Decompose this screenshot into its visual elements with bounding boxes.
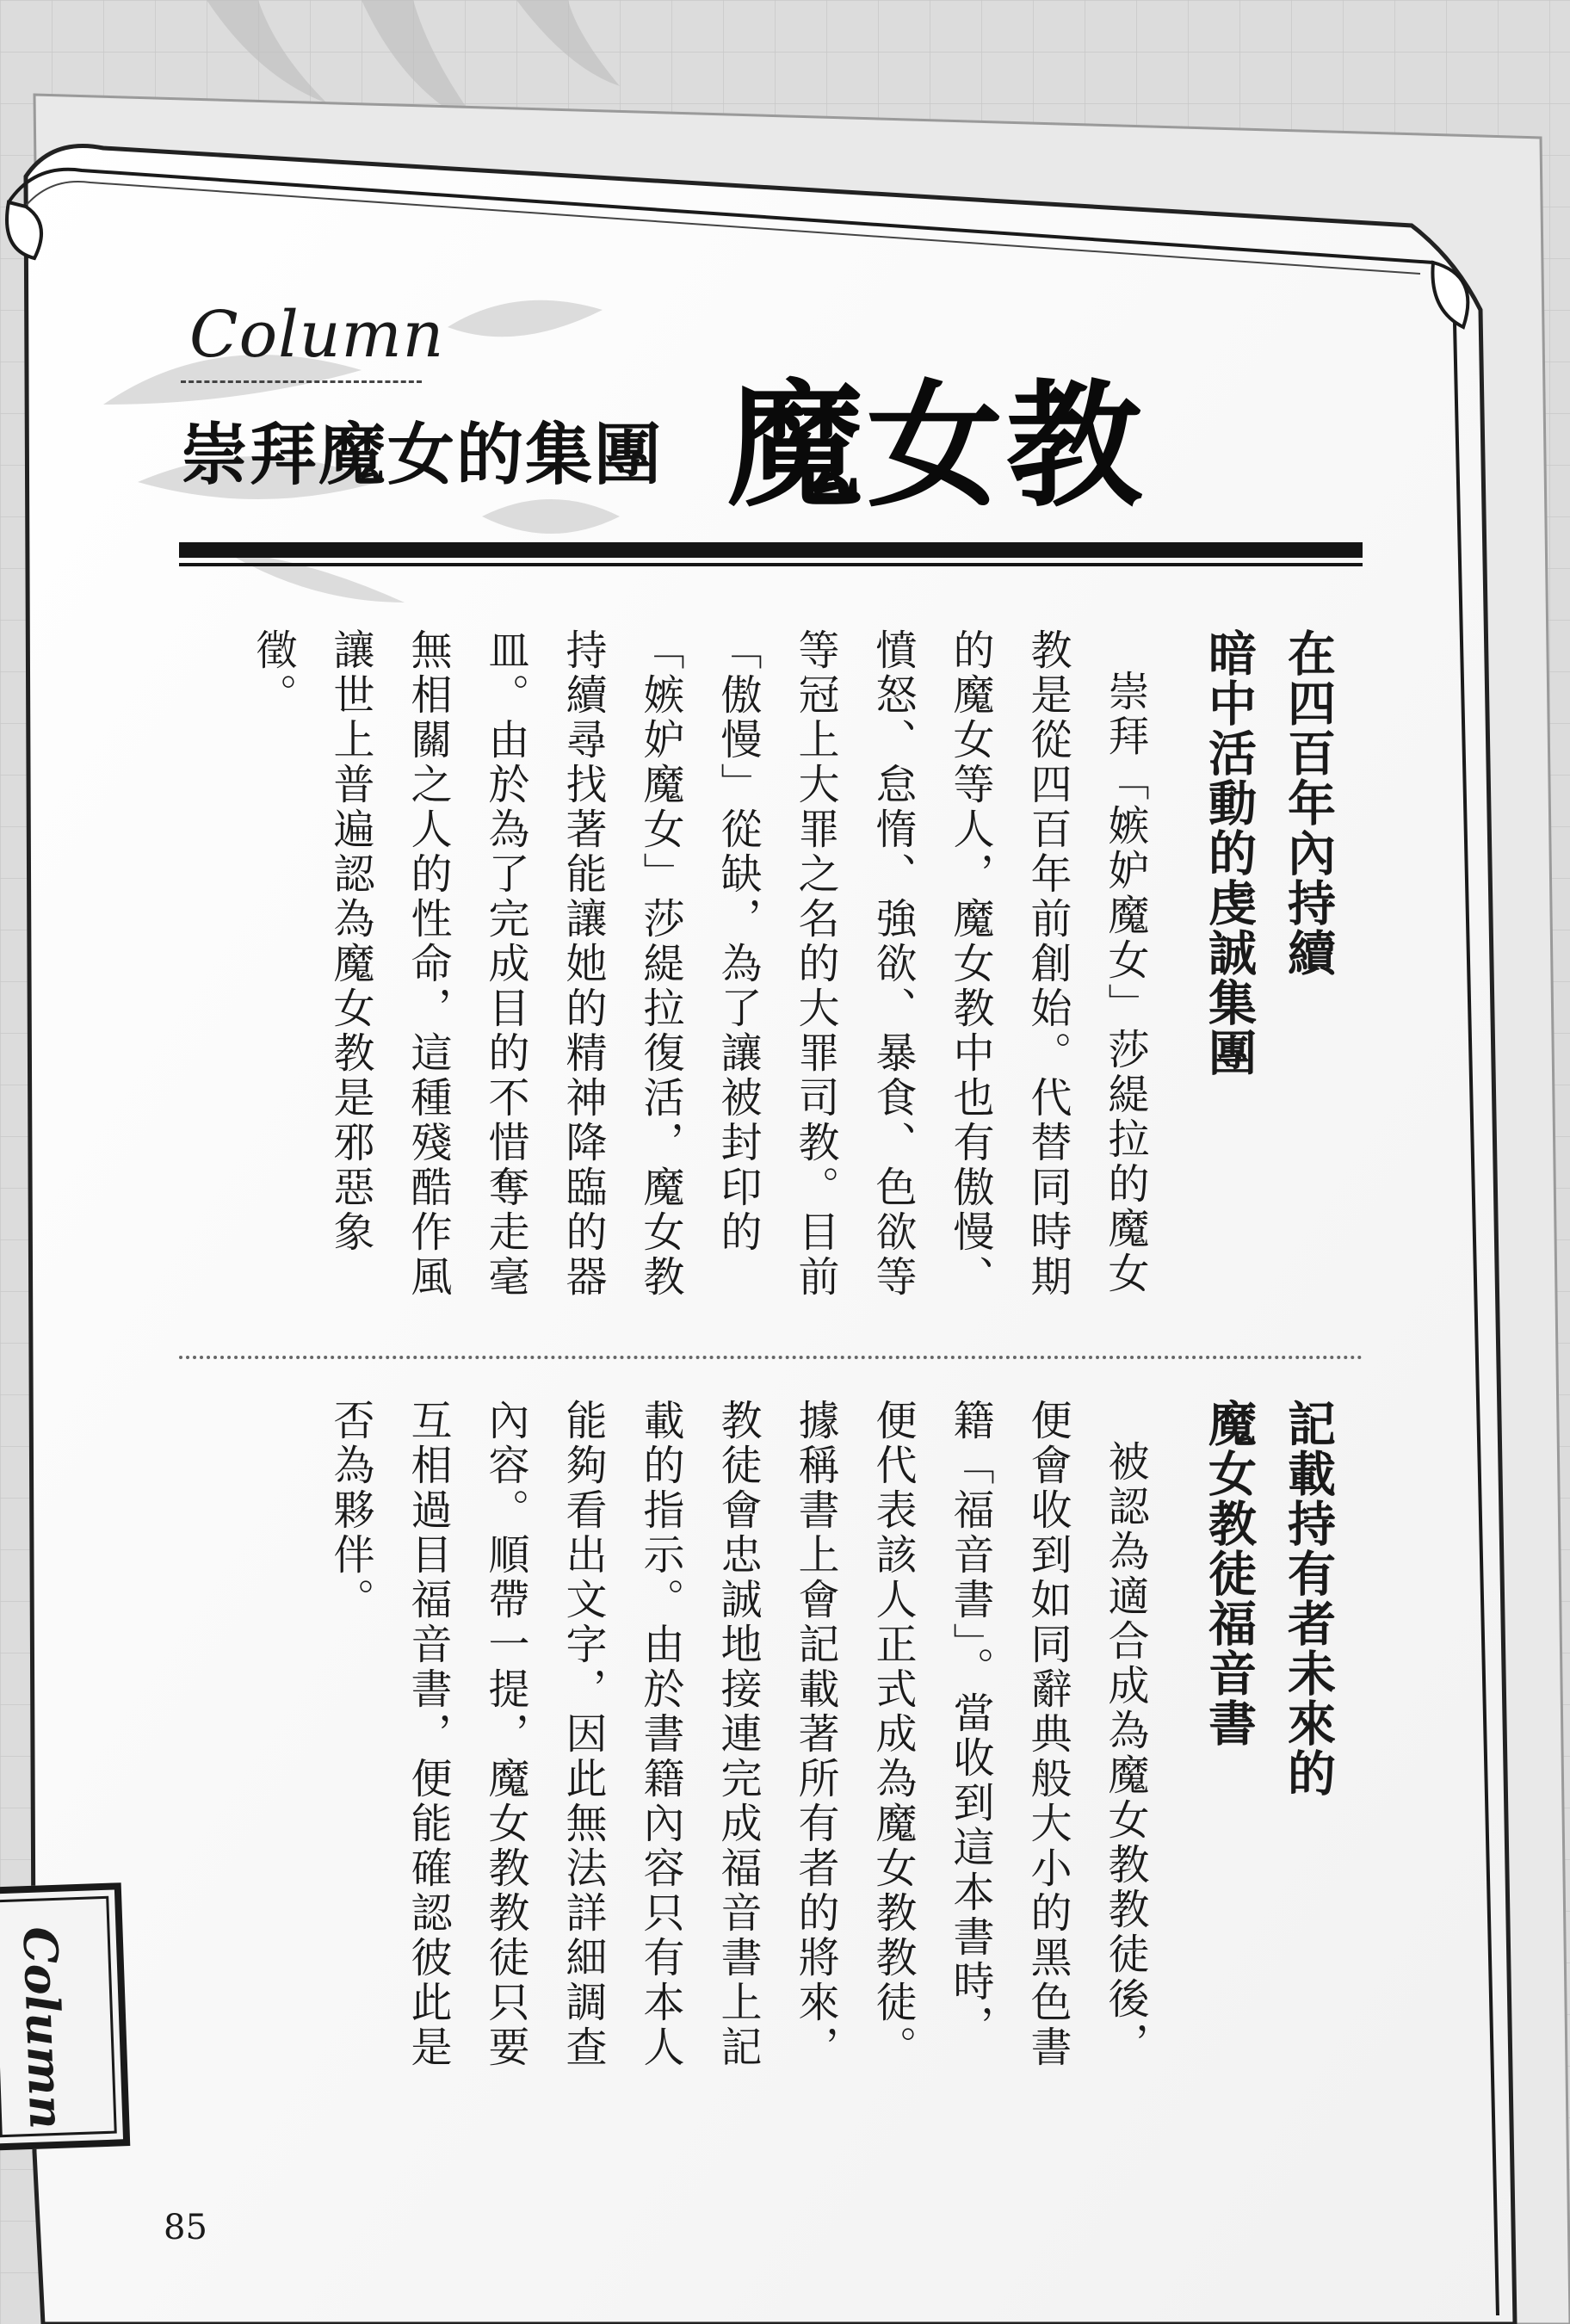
title-rule <box>179 542 1363 558</box>
body-line: 便會收到如同辭典般大小的黑色書 <box>1023 1399 1072 2070</box>
body-line: 教徒會忠誠地接連完成福音書上記 <box>714 1399 762 2070</box>
body-line: 籍「福音書」。當收到這本書時， <box>946 1399 994 2049</box>
title-subtitle: 崇拜魔女的集團 <box>181 416 664 494</box>
column-underline <box>181 380 422 383</box>
body-line: 讓世上普遍認為魔女教是邪惡象 <box>326 628 374 1255</box>
body-line: 崇拜「嫉妒魔女」莎緹拉的魔女 <box>1101 670 1149 1296</box>
section-body <box>234 628 1164 1334</box>
section-divider <box>179 1356 1363 1359</box>
section-heading <box>1190 1399 1348 2126</box>
title-rule-thin <box>179 563 1363 566</box>
body-line: 據稱書上會記載著所有者的將來， <box>791 1399 839 2070</box>
body-line: 「嫉妒魔女」莎緹拉復活，魔女教 <box>636 628 684 1300</box>
page-number: 85 <box>164 2208 207 2247</box>
body-line: 「傲慢」從缺，為了讓被封印的 <box>714 628 762 1255</box>
body-line: 載的指示。由於書籍內容只有本人 <box>636 1399 684 2070</box>
section-body <box>312 1399 1164 2126</box>
side-tab-label: Column <box>12 1925 75 2130</box>
body-line: 內容。順帶一提，魔女教教徒只要 <box>481 1399 529 2070</box>
heading-line: 在四百年內持續 <box>1280 628 1337 978</box>
column-side-tab <box>0 1882 130 2151</box>
body-line: 被認為適合成為魔女教教徒後， <box>1101 1440 1149 2067</box>
body-line: 的魔女等人，魔女教中也有傲慢、 <box>946 628 994 1300</box>
section-heading <box>1190 628 1348 1334</box>
column-label: Column <box>189 298 445 372</box>
body-line: 憤怒、怠惰、強欲、暴食、色欲等 <box>868 628 917 1300</box>
heading-line: 魔女教徒福音書 <box>1201 1399 1258 1748</box>
body-line: 教是從四百年前創始。代替同時期 <box>1023 628 1072 1300</box>
body-line: 互相過目福音書，便能確認彼此是 <box>404 1399 452 2070</box>
body-line: 無相關之人的性命，這種殘酷作風 <box>404 628 452 1300</box>
body-line: 等冠上大罪之名的大罪司教。目前 <box>791 628 839 1300</box>
body-line: 徵。 <box>249 628 297 718</box>
section-hidden-activity <box>234 628 1348 1334</box>
section-gospel-book <box>312 1399 1348 2126</box>
body-line: 能夠看出文字，因此無法詳細調查 <box>559 1399 607 2070</box>
heading-line: 記載持有者未來的 <box>1280 1399 1337 1798</box>
body-line: 持續尋找著能讓她的精神降臨的器 <box>559 628 607 1300</box>
page-title: 魔女教 <box>727 367 1146 526</box>
body-line: 否為夥伴。 <box>326 1399 374 1622</box>
body-line: 便代表該人正式成為魔女教教徒。 <box>868 1399 917 2070</box>
body-line: 皿。由於為了完成目的不惜奪走毫 <box>481 628 529 1300</box>
heading-line: 暗中活動的虔誠集團 <box>1201 628 1258 1078</box>
